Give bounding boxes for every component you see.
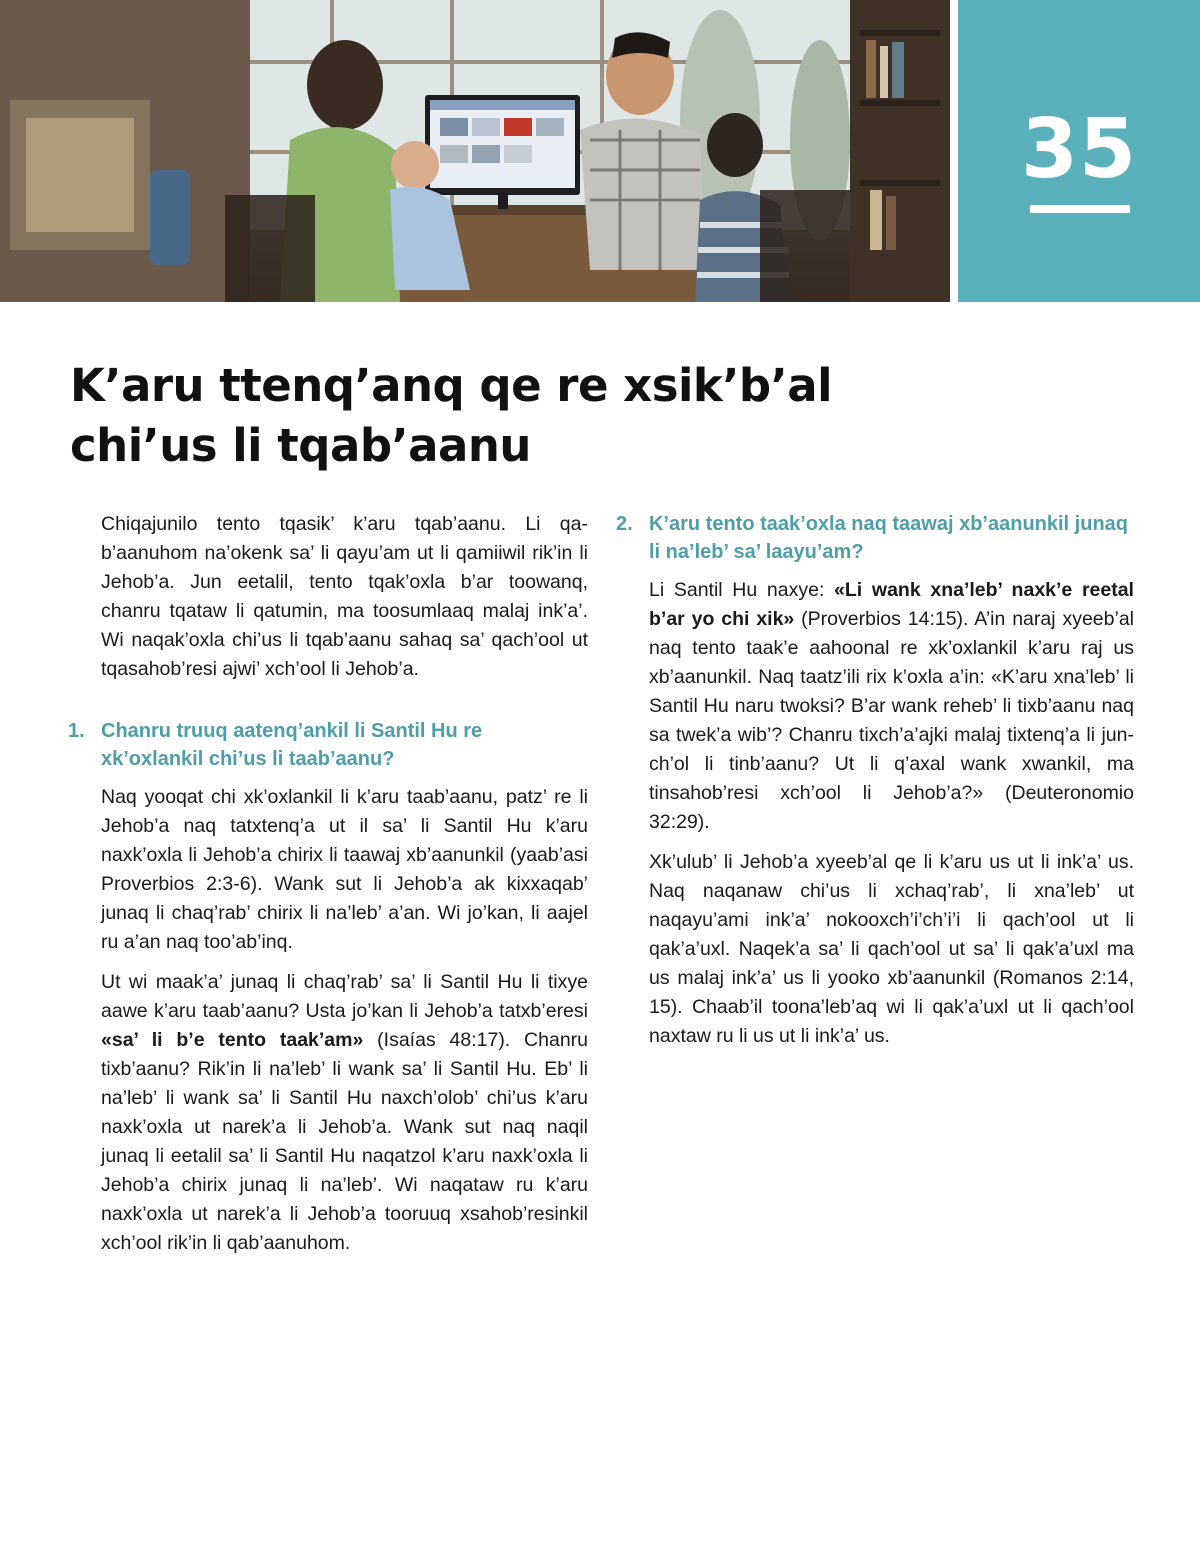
- header-photo: [0, 0, 950, 302]
- scripture-quote: «sa’ li b’e tento taak’am»: [101, 1029, 364, 1051]
- scripture-quote: «Li wank xna’leb’ naxk’e reetal b’ar yo chi xik»: [649, 579, 1134, 630]
- section-2-paragraph-2: Xk’ulub’ li Jehob’a xyeeb’al qe li k’aru us ut li ink’a’ us. Naq naqanaw chi’us li xchaq’rab’, li xna’leb’ ut naqayu’ami ink’a’ nokooxch’i’ch’i’i li qach’ool ut li qak’a’uxl. Naqek’a sa’ li qach’ool ut sa’ li qak’a’uxl ma us malaj ink’a’ us li yooko xb’aanunkil (Romanos 2:14, 15). Chaab’il toona’leb’aq wi li qak’a’uxl ut li qach’ool naxtaw ru li us ut li ink’a’ us.: [649, 851, 1134, 1047]
- badge-underline: [1030, 205, 1130, 213]
- lesson-number: 35: [1020, 102, 1138, 197]
- section-1-paragraph-1: Naq yooqat chi xk’oxlankil li k’aru taab’aanu, patz’ re li Jehob’a naq tatxtenq’a ut il sa’ li Santil Hu k’aru naxk’oxla li Jehob’a chirix li taawaj xb’aanunkil (yaab’asi Proverbios 2:3-6). Wank sut li Jehob’a ak kixxaqab’ junaq li chaq’rab’ chirix li na’leb’ a’an. Wi jo’kan, li aajel ru a’an naq too’ab’inq.: [101, 786, 588, 953]
- section-2-heading: [616, 510, 1134, 566]
- right-column: [616, 510, 1134, 1062]
- left-column: [68, 510, 588, 1269]
- section-1-heading: [68, 717, 588, 773]
- section-2-paragraph-1: Li Santil Hu naxye: «Li wank xna’leb’ naxk’e reetal b’ar yo chi xik» (Proverbios 14:15). A’in naraj xyeeb’al naq tento taak’e aahoonal re xk’oxlankil k’aru raj us xb’aanunkil. Naq taatz’ili rix k’oxla a’in: «K’aru xna’leb’ li Santil Hu naru twoksi? B’ar wank reheb’ li tixb’aanu naq sa twek’a wib’? Chanru tixch’a’ajki malaj tixtenq’a li junch’ol li tinb’aanu? Ut li q’axal wank xwankil, ma tinsahob’resi xch’ool li Jehob’a?» (Deuteronomio 32:29).: [649, 579, 1134, 833]
- section-2-number: 2.: [616, 513, 633, 535]
- lesson-badge: [958, 0, 1200, 302]
- family-computer-illustration: [0, 0, 950, 302]
- section-1-paragraph-2: Ut wi maak’a’ junaq li chaq’rab’ sa’ li Santil Hu li tixye aawe k’aru taab’aanu? Usta jo’kan li Jehob’a tatxb’eresi «sa’ li b’e tento taak’am» (Isaías 48:17). Chanru tixb’aanu? Rik’in li na’leb’ li wank sa’ li Santil Hu. Eb’ li na’leb’ li wank sa’ li Santil Hu naxch’olob’ chi’us k’aru naxk’oxla ut narek’a li Jehob’a. Wank sut naq naqil junaq li eetalil sa’ li Santil Hu naqatzol k’aru naxk’oxla li Jehob’a chirix junaq li na’leb’. Wi naqataw ru k’aru naxk’oxla ut narek’a li Jehob’a tooruuq xsahob’resinkil xch’ool rik’in li qab’aanuhom.: [101, 971, 589, 1254]
- section-1-number: 1.: [68, 720, 85, 742]
- section-1-heading-text: Chanru truuq aatenq’ankil li Santil Hu re xk’oxlankil chi’us li taab’aanu?: [101, 720, 483, 770]
- intro-paragraph: Chiqajunilo tento tqasik’ k’aru tqab’aanu. Li qab’aanuhom na’okenk sa’ li qayu’am ut li qamiiwil rik’in li Jehob’a. Jun eetalil, tento tqak’oxla b’ar toowanq, chanru tqataw li qatumin, ma toosumlaaq malaj ink’a’. Wi naqak’oxla chi’us li tqab’aanu sahaq sa’ qach’ool ut tqasahob’resi ajwi’ xch’ool li Jehob’a.: [101, 513, 588, 680]
- title-line-1: K’aru ttenq’anq qe re xsik’b’al: [70, 359, 833, 412]
- title-line-2: chi’us li tqab’aanu: [70, 419, 531, 472]
- section-2-heading-text: K’aru tento taak’oxla naq taawaj xb’aanunkil junaq li na’leb’ sa’ laayu’am?: [649, 513, 1129, 563]
- page-title: [70, 356, 890, 476]
